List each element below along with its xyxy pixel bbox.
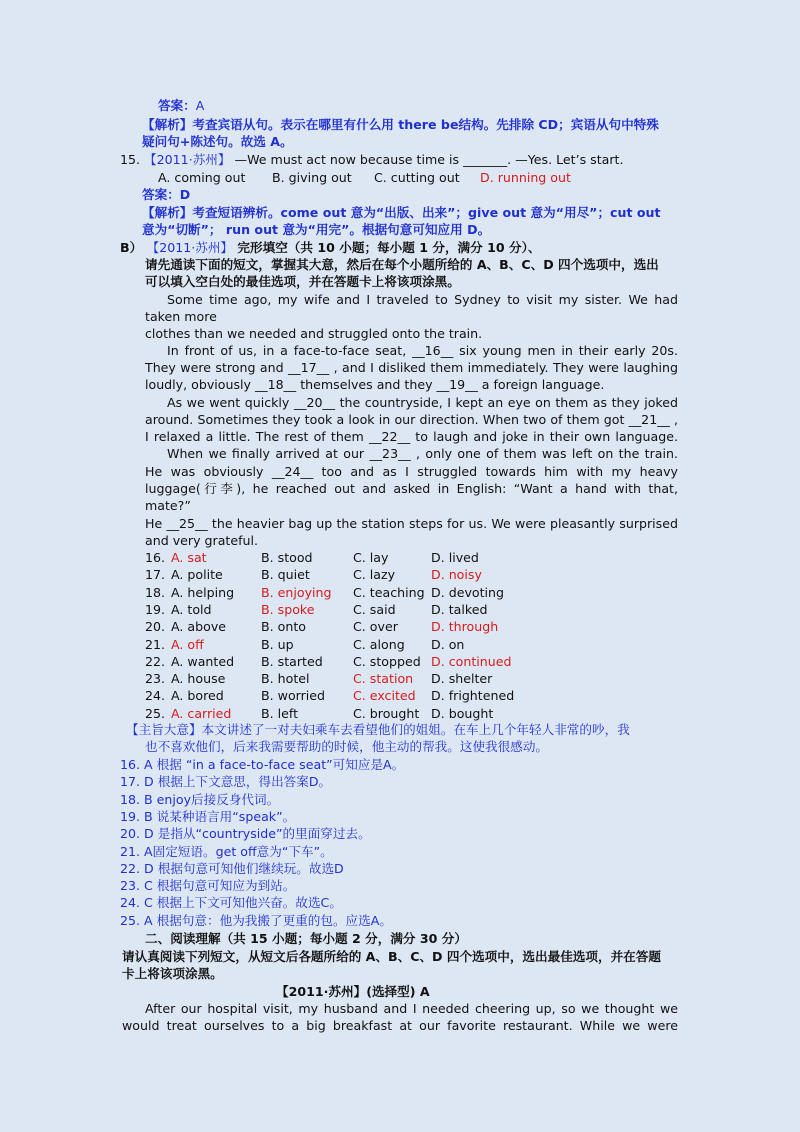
cloze-instruction-1: 请先通读下面的短文，掌握其大意，然后在每个小题所给的 A、B、C、D 四个选项中，选出 xyxy=(145,257,659,272)
option-row xyxy=(145,601,487,618)
option-b: B. quiet xyxy=(261,567,310,583)
option-c: C. said xyxy=(353,601,396,617)
passage-label: 【2011·苏州】(选择型) A xyxy=(276,984,430,999)
passage-line: clothes than we needed and struggled onto the train. xyxy=(145,326,483,341)
answer-line xyxy=(158,97,204,114)
option-number: 22. xyxy=(145,653,166,669)
cloze-instruction-2: 可以填入空白处的最佳选项，并在答题卡上将该项涂黑。 xyxy=(145,274,460,289)
option-c: C. lazy xyxy=(353,567,396,583)
question-number: 15. xyxy=(120,152,141,167)
option-c: C. stopped xyxy=(353,653,421,669)
option-b: B. left xyxy=(261,705,299,721)
option-d: D. noisy xyxy=(431,567,482,583)
option-row xyxy=(145,549,479,566)
passage-line: Some time ago, my wife and I traveled to Sydney to visit my sister. We had xyxy=(167,292,678,307)
option-d: D. on xyxy=(431,636,465,652)
option-a: A. off xyxy=(171,636,204,652)
option-row xyxy=(145,636,464,653)
option-a: A. carried xyxy=(171,705,232,721)
option-d: D. lived xyxy=(431,550,479,565)
explanation-line: 17. D 根据上下文意思，得出答案D。 xyxy=(120,774,332,790)
question-15-options xyxy=(158,169,571,186)
analysis-line-2: 疑问句+陈述句。故选 A。 xyxy=(142,134,293,149)
explanation-line: 25. A 根据句意：他为我搬了更重的包。应选A。 xyxy=(120,912,392,928)
passage-line: mate?” xyxy=(145,498,191,513)
passage-line: When we finally arrived at our __23__ , only one of them was left on the train. xyxy=(167,446,678,461)
option-row xyxy=(145,670,492,687)
option-d: D. talked xyxy=(431,601,488,617)
option-b: B. onto xyxy=(261,619,306,635)
explanation-line: 18. B enjoy后接反身代词。 xyxy=(120,791,280,807)
option-number: 25. xyxy=(145,705,166,721)
cloze-source: 【2011·苏州】 xyxy=(146,240,234,255)
passage-line: around. Sometimes they took a look in our direction. When two of them got __21__ , xyxy=(145,412,678,427)
option-b: B. up xyxy=(261,636,294,652)
explanation-line: 16. A 根据 “in a face-to-face seat”可知应是A。 xyxy=(120,757,405,772)
option-row xyxy=(145,653,511,670)
option-d: D. through xyxy=(431,619,499,635)
option-a: A. bored xyxy=(171,688,224,704)
q15-analysis-1: 【解析】考查短语辨析。come out 意为“出版、出来”；give out 意为“用尽”；cut out xyxy=(142,205,661,220)
option-d: D. devoting xyxy=(431,584,505,600)
passage-line: and very grateful. xyxy=(145,533,259,548)
option-row xyxy=(145,705,493,722)
passage-line: He was obviously __24__ too and as I struggled towards him with my heavy xyxy=(145,464,678,479)
option-row xyxy=(145,618,498,635)
answer-value: A xyxy=(195,98,205,113)
option-a: A. coming out xyxy=(158,170,246,185)
option-c: C. teaching xyxy=(353,584,425,600)
answer-label: 答案： xyxy=(158,98,196,113)
option-a: A. helping xyxy=(171,584,235,600)
explanation-line: 24. C 根据上下文可知他兴奋。故选C。 xyxy=(120,895,342,911)
option-number: 24. xyxy=(145,688,166,704)
explanation-line: 22. D 根据句意可知他们继续玩。故选D xyxy=(120,860,344,876)
option-d: D. running out xyxy=(480,170,571,185)
option-number: 19. xyxy=(145,601,166,617)
option-d: D. bought xyxy=(431,705,494,721)
option-row xyxy=(145,687,514,704)
question-source: 【2011·苏州】 xyxy=(144,152,231,167)
option-number: 23. xyxy=(145,671,166,687)
question-15 xyxy=(120,151,623,168)
cloze-title: 完形填空（共 10 小题；每小题 1 分，满分 10 分）、 xyxy=(237,240,541,255)
option-number: 17. xyxy=(145,567,166,583)
passage-line: I relaxed a little. The rest of them __22__ to laugh and joke in their own language. xyxy=(145,429,678,444)
explanation-line: 23. C 根据句意可知应为到站。 xyxy=(120,878,296,894)
explanation-line: 19. B 说某种语言用“speak”。 xyxy=(120,808,296,824)
option-d: D. frightened xyxy=(431,688,515,704)
option-number: 16. xyxy=(145,550,166,565)
answer-value: D xyxy=(179,187,191,202)
option-b: B. enjoying xyxy=(261,584,332,600)
reading-instruction-1: 请认真阅读下列短文，从短文后各题所给的 A、B、C、D 四个选项中，选出最佳选项，并在答题 xyxy=(122,949,661,964)
option-a: A. sat xyxy=(171,550,207,565)
section-label: B） xyxy=(120,240,143,255)
option-d: D. shelter xyxy=(431,671,493,687)
summary-line-2: 也不喜欢他们，后来我需要帮助的时候，他主动的帮我。这使我很感动。 xyxy=(145,739,548,754)
option-b: B. worried xyxy=(261,688,326,704)
option-number: 21. xyxy=(145,636,166,652)
option-a: A. house xyxy=(171,671,226,687)
option-c: C. along xyxy=(353,636,405,652)
option-b: B. started xyxy=(261,653,323,669)
analysis-line-1: 【解析】考查宾语从句。表示在哪里有什么用 there be结构。先排除 CD；宾语从句中特殊 xyxy=(142,117,659,132)
summary-line-1: 【主旨大意】本文讲述了一对夫妇乘车去看望他们的姐姐。在车上几个年轻人非常的吵，我 xyxy=(126,722,630,737)
explanation-line: 20. D 是指从“countryside”的里面穿过去。 xyxy=(120,826,371,842)
option-d: D. continued xyxy=(431,653,512,669)
option-number: 18. xyxy=(145,584,166,600)
option-c: C. lay xyxy=(353,550,389,565)
question-stem: —We must act now because time is _______. —Yes. Let’s start. xyxy=(234,152,624,167)
passage-line: He __25__ the heavier bag up the station steps for us. We were pleasantly surprised xyxy=(145,516,678,531)
option-row xyxy=(145,566,482,583)
passage-line: taken more xyxy=(145,309,217,324)
passage-line: As we went quickly __20__ the countryside, I kept an eye on them as they joked xyxy=(167,395,678,410)
passage-line: loudly, obviously __18__ themselves and they __19__ a foreign language. xyxy=(145,377,605,392)
cloze-header xyxy=(120,239,541,256)
option-number: 20. xyxy=(145,619,166,635)
option-a: A. told xyxy=(171,601,212,617)
passage-line: In front of us, in a face-to-face seat, __16__ six young men in their early 20s. xyxy=(167,343,678,358)
option-b: B. hotel xyxy=(261,671,310,687)
option-row xyxy=(145,584,504,601)
option-c: C. brought xyxy=(353,705,420,721)
option-a: A. wanted xyxy=(171,653,235,669)
option-b: B. stood xyxy=(261,550,313,565)
option-a: A. above xyxy=(171,619,227,635)
option-c: C. station xyxy=(353,671,414,687)
option-c: C. excited xyxy=(353,688,416,704)
explanation-line: 21. A固定短语。get off意为“下车”。 xyxy=(120,843,333,859)
reading-passage-line: After our hospital visit, my husband and I needed cheering up, so we thought we xyxy=(145,1001,678,1016)
passage-line: They were strong and __17__ , and I disliked them immediately. They were laughing xyxy=(145,360,678,375)
reading-passage-line: would treat ourselves to a big breakfast at our favorite restaurant. While we were xyxy=(122,1018,678,1033)
option-a: A. polite xyxy=(171,567,223,583)
q15-analysis-2: 意为“切断”； run out 意为“用完”。根据句意可知应用 D。 xyxy=(142,222,491,237)
reading-instruction-2: 卡上将该项涂黑。 xyxy=(122,966,223,981)
option-c: C. over xyxy=(353,619,398,635)
option-c: C. cutting out xyxy=(374,170,460,185)
passage-line: luggage(行李), he reached out and asked in English: “Want a hand with that, xyxy=(145,481,678,496)
answer-label: 答案： xyxy=(142,187,180,202)
q15-answer xyxy=(142,186,190,203)
option-b: B. spoke xyxy=(261,601,315,617)
reading-title: 二、阅读理解（共 15 小题；每小题 2 分，满分 30 分） xyxy=(145,931,467,946)
option-b: B. giving out xyxy=(272,170,352,185)
